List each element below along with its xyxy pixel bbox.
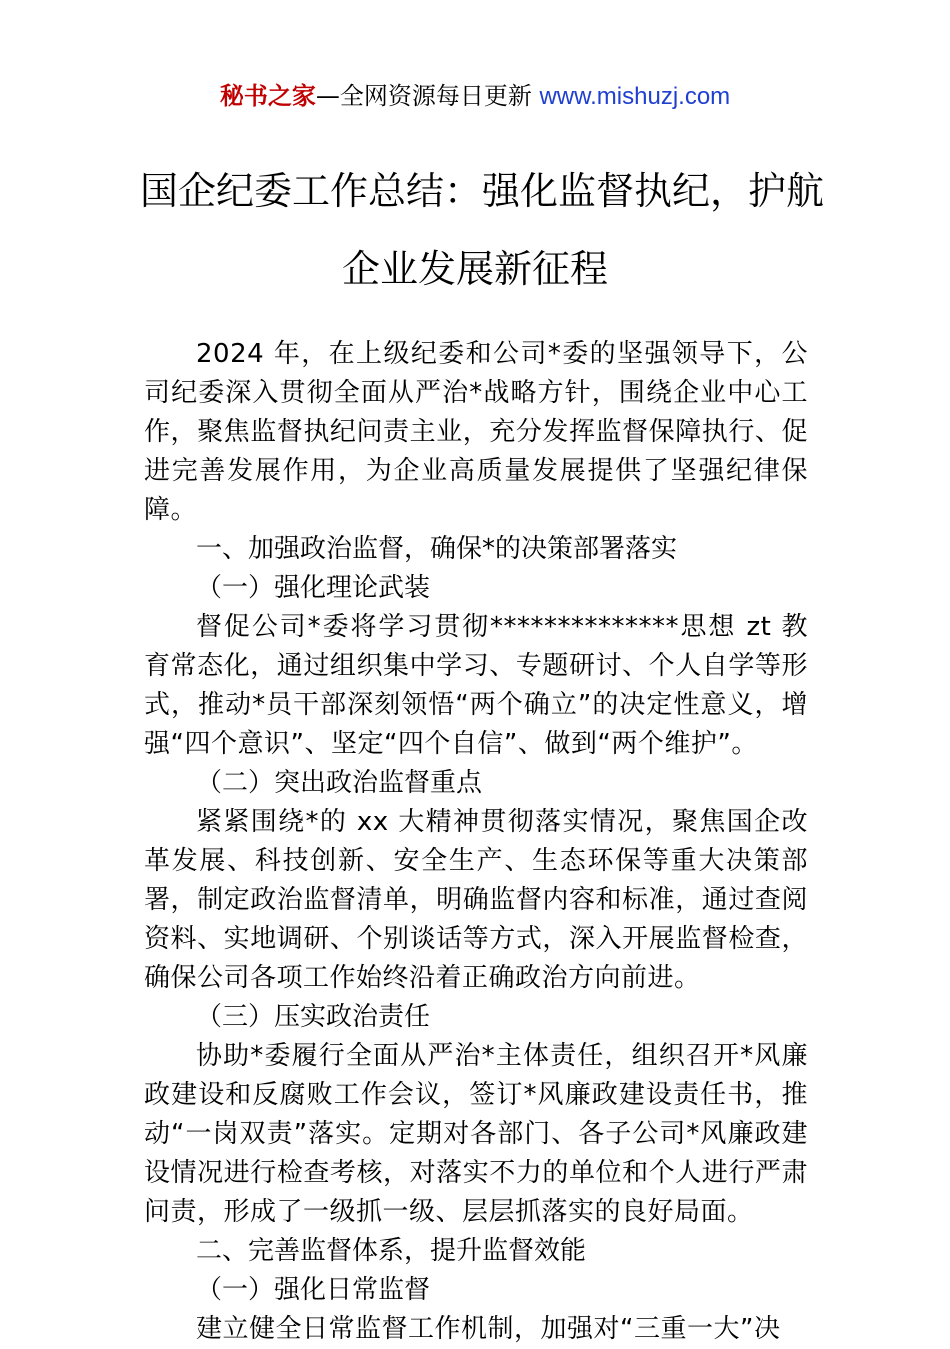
site-url-link[interactable]: www.mishuzj.com (539, 83, 731, 110)
section-1-subheading-3: （三）压实政治责任 (196, 1002, 431, 1032)
section-1-subheading-2: （二）突出政治监督重点 (196, 768, 483, 798)
section-1-paragraph-1: 督促公司*委将学习贯彻**************思想 zt 教育常态化，通过组织集中学习、专题研讨、个人自学等形式，推动*员干部深刻领悟“两个确立”的决定性意义，增强“四个意识”、坚定“四个自信”、做到“两个维护”。 (144, 612, 808, 759)
section-1-heading: 一、加强政治监督，确保*的决策部署落实 (196, 534, 678, 564)
document-title (140, 152, 825, 308)
document-body (144, 335, 808, 1349)
intro-paragraph: 2024 年，在上级纪委和公司*委的坚强领导下，公司纪委深入贯彻全面从严治*战略方针，围绕企业中心工作，聚焦监督执纪问责主业，充分发挥监督保障执行、促进完善发展作用，为企业高质量发展提供了坚强纪律保障。 (144, 339, 808, 525)
section-1-paragraph-3: 协助*委履行全面从严治*主体责任，组织召开*风廉政建设和反腐败工作会议，签订*风廉政建设责任书，推动“一岗双责”落实。定期对各部门、各子公司*风廉政建设情况进行检查考核，对落实不力的单位和个人进行严肃问责，形成了一级抓一级、层层抓落实的良好局面。 (144, 1041, 808, 1227)
section-2-paragraph-1: 建立健全日常监督工作机制，加强对“三重一大”决 (196, 1314, 781, 1344)
site-brand: 秘书之家 (219, 82, 316, 110)
section-2-subheading-1: （一）强化日常监督 (196, 1275, 431, 1305)
title-line-1: 国企纪委工作总结：强化监督执纪，护航 (140, 169, 825, 213)
site-tagline: —全网资源每日更新 (315, 82, 540, 110)
section-2-heading: 二、完善监督体系，提升监督效能 (196, 1236, 587, 1266)
title-line-2: 企业发展新征程 (341, 247, 608, 291)
section-1-subheading-1: （一）强化理论武装 (196, 573, 431, 603)
site-banner (0, 78, 950, 115)
section-1-paragraph-2: 紧紧围绕*的 xx 大精神贯彻落实情况，聚焦国企改革发展、科技创新、安全生产、生态环保等重大决策部署，制定政治监督清单，明确监督内容和标准，通过查阅资料、实地调研、个别谈话等方式，深入开展监督检查，确保公司各项工作始终沿着正确政治方向前进。 (144, 807, 808, 993)
